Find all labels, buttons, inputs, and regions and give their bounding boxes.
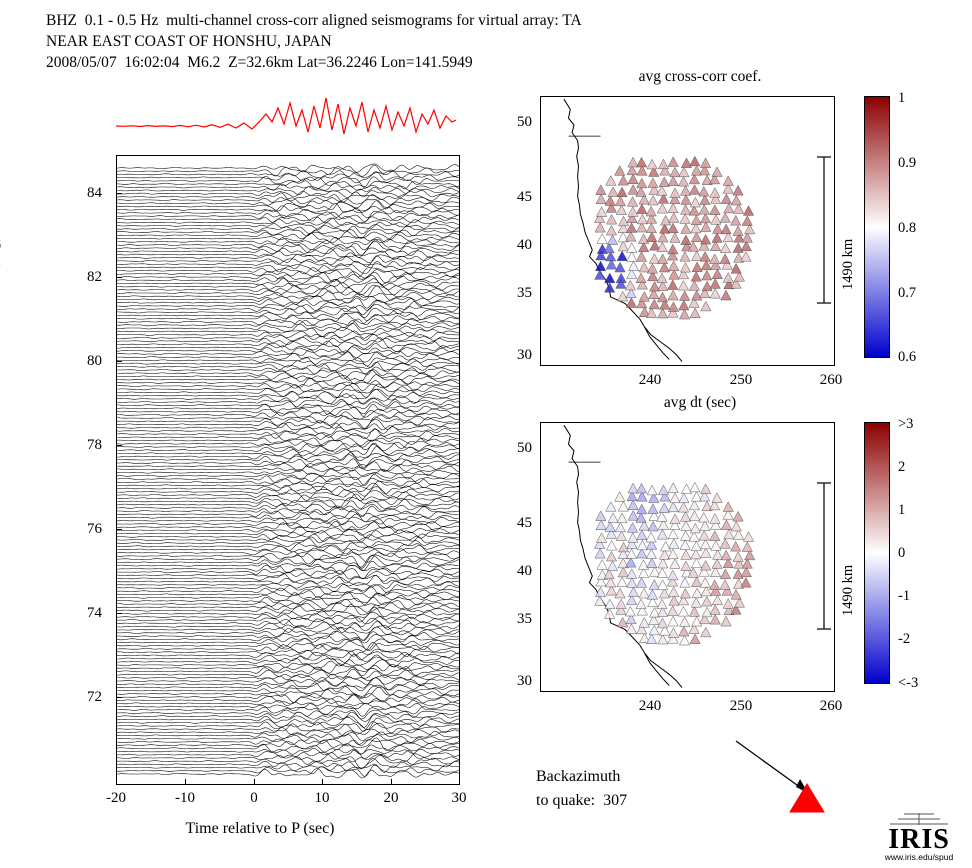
- xtick-0: 0: [250, 790, 258, 806]
- xtickmark-10: [322, 779, 323, 785]
- xtick--10: -10: [175, 790, 195, 806]
- map-bottom-ytick-40: 40: [517, 563, 532, 579]
- ytick-82: 82: [87, 269, 102, 285]
- cbar-bottom-tick-ltm3: <-3: [898, 675, 919, 691]
- cbar-bottom-tick-1: 1: [898, 502, 906, 518]
- map-top-xtick-260: 260: [819, 372, 843, 388]
- map-top-svg: [541, 97, 834, 365]
- cbar-bottom-tick--2: -2: [898, 631, 911, 647]
- xtick--20: -20: [106, 790, 126, 806]
- xtickmark-30: [459, 779, 460, 785]
- ytickmark-84: [116, 193, 122, 194]
- header-line-2: NEAR EAST COAST OF HONSHU, JAPAN: [46, 33, 332, 50]
- ytickmark-74: [116, 613, 122, 614]
- cbar-top-tick-07: 0.7: [898, 285, 917, 301]
- map-top-xtick-250: 250: [729, 372, 753, 388]
- seismogram-xlabel: Time relative to P (sec): [185, 820, 335, 837]
- ytick-76: 76: [87, 521, 102, 537]
- ytickmark-78: [116, 445, 122, 446]
- ytickmark-80: [116, 361, 122, 362]
- ytick-72: 72: [87, 689, 102, 705]
- map-bottom-xtick-250: 250: [729, 698, 753, 714]
- cbar-bottom-tick-gt3: >3: [898, 416, 914, 432]
- map-top-xtick-240: 240: [638, 372, 662, 388]
- header-line-1: BHZ 0.1 - 0.5 Hz multi-channel cross-corr aligned seismograms for virtual array: TA: [46, 12, 582, 29]
- map-bottom-ytick-50: 50: [517, 440, 532, 456]
- cbar-bottom-tick-2: 2: [898, 459, 906, 475]
- iris-logo[interactable]: [884, 812, 954, 862]
- cbar-top-tick-08: 0.8: [898, 220, 917, 236]
- map-top-ytick-35: 35: [517, 285, 532, 301]
- map-bottom-axes: [540, 422, 835, 692]
- map-bottom-xtick-260: 260: [819, 698, 843, 714]
- seismogram-ylabel: [0, 236, 2, 330]
- ytick-78: 78: [87, 437, 102, 453]
- seismogram-axes: [116, 155, 460, 785]
- xtickmark-0: [254, 779, 255, 785]
- backazimuth-station-marker: [788, 780, 828, 816]
- reference-trace-path: [116, 98, 456, 134]
- cbar-top-tick-06: 0.6: [898, 349, 917, 365]
- map-top-ytick-50: 50: [517, 114, 532, 130]
- reference-trace: [116, 88, 460, 148]
- backazimuth-annotation: [536, 765, 627, 813]
- map-top-scalebar: [816, 155, 832, 305]
- cbar-bottom-tick--1: -1: [898, 588, 911, 604]
- backazimuth-line-2: to quake: 307: [536, 792, 628, 809]
- map-bottom-ytick-45: 45: [517, 515, 532, 531]
- map-bottom-xtick-240: 240: [638, 698, 662, 714]
- backazimuth-line-1: Backazimuth: [536, 768, 621, 785]
- cbar-top-tick-09: 0.9: [898, 155, 917, 171]
- ytickmark-82: [116, 277, 122, 278]
- seismogram-traces: [117, 156, 460, 785]
- xtick-30: 30: [451, 790, 467, 806]
- xtickmark--10: [185, 779, 186, 785]
- seismogram-panel: [116, 155, 460, 785]
- iris-logo-url: www.iris.edu/spud: [884, 852, 954, 862]
- ytickmark-72: [116, 697, 122, 698]
- map-top-scalebar-label: 1490 km: [840, 238, 856, 290]
- cbar-bottom-tick-0: 0: [898, 545, 906, 561]
- map-top-ytick-30: 30: [517, 347, 532, 363]
- map-bottom-title: avg dt (sec): [663, 394, 737, 411]
- map-bottom-scalebar: [816, 481, 832, 631]
- map-top-ytick-45: 45: [517, 189, 532, 205]
- map-top-axes: [540, 96, 835, 366]
- map-top-ytick-40: 40: [517, 237, 532, 253]
- xtick-10: 10: [314, 790, 330, 806]
- cbar-top-tick-1: 1: [898, 90, 906, 106]
- xtickmark--20: [116, 779, 117, 785]
- iris-logo-word: IRIS: [888, 824, 950, 855]
- ytick-80: 80: [87, 353, 102, 369]
- ytick-84: 84: [87, 185, 102, 201]
- map-top-title: avg cross-corr coef.: [638, 68, 762, 85]
- map-bottom-svg: [541, 423, 834, 691]
- xtick-20: 20: [383, 790, 399, 806]
- ytick-74: 74: [87, 605, 102, 621]
- ytickmark-76: [116, 529, 122, 530]
- header-line-3: 2008/05/07 16:02:04 M6.2 Z=32.6km Lat=36.2246 Lon=141.5949: [46, 54, 473, 71]
- map-top-colorbar: [864, 96, 890, 358]
- figure-header: [46, 10, 946, 73]
- xtickmark-20: [391, 779, 392, 785]
- map-bottom-colorbar: [864, 422, 890, 684]
- map-bottom-ytick-30: 30: [517, 673, 532, 689]
- map-bottom-ytick-35: 35: [517, 611, 532, 627]
- reference-trace-svg: [116, 88, 460, 148]
- map-bottom-scalebar-label: 1490 km: [840, 564, 856, 616]
